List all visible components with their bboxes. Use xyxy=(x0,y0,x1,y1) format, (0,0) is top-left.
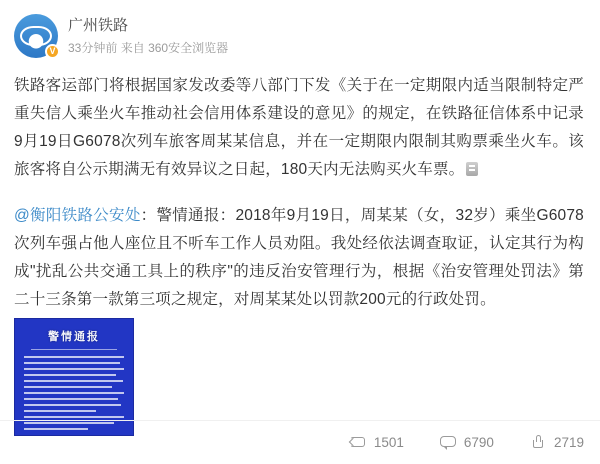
like-icon xyxy=(530,435,547,450)
post-meta xyxy=(68,39,228,57)
repost-button[interactable] xyxy=(350,435,404,450)
author-name[interactable]: 广州铁路 xyxy=(68,17,129,34)
action-bar xyxy=(0,420,600,464)
notice-image[interactable] xyxy=(14,318,134,436)
like-button[interactable] xyxy=(530,435,584,450)
notice-image-divider xyxy=(31,349,117,350)
post-paragraph-2 xyxy=(14,202,584,314)
comment-icon xyxy=(440,435,457,450)
post-source[interactable]: 360安全浏览器 xyxy=(148,41,229,55)
comment-button[interactable] xyxy=(440,435,494,450)
post-paragraph-1 xyxy=(14,72,584,184)
post-paragraph-1-text: 铁路客运部门将根据国家发改委等八部门下发《关于在一定期限内适当限制特定严重失信人乘坐火车推动社会信用体系建设的意见》的规定，在铁路征信体系中记录9月19日G6078次列车旅客周某某信息，并在一定期限内限制其购票乘坐火车。该旅客将自公示期满无有效异议之日起，180天内无法购买火车票。 xyxy=(14,77,584,178)
post-header xyxy=(0,0,600,58)
post-source-prefix: 来自 xyxy=(120,41,145,55)
quote-emoji-icon xyxy=(466,162,478,176)
post-time: 33分钟前 xyxy=(68,41,118,55)
notice-image-title: 警情通报 xyxy=(48,331,100,343)
notice-image-body-text xyxy=(15,356,133,430)
post-paragraph-2-text: @衡阳铁路公安处：警情通报：2018年9月19日，周某某（女，32岁）乘坐G6078次列车强占他人座位且不听车工作人员劝阻。我处经依法调查取证，认定其行为构成"扰乱公共交通工具上的秩序"的违反治安管理行为，根据《治安管理处罚法》第二十三条第一款第三项之规定，对周某某处以罚款200元的行政处罚。 xyxy=(14,207,584,308)
post-image-block xyxy=(0,314,600,436)
repost-count: 1501 xyxy=(373,435,404,450)
comment-count: 6790 xyxy=(463,435,494,450)
verified-badge-icon: V xyxy=(45,44,60,59)
avatar[interactable] xyxy=(14,14,58,58)
like-count: 2719 xyxy=(553,435,584,450)
mention-link[interactable]: @衡阳铁路公安处 xyxy=(14,207,141,224)
header-text xyxy=(68,14,228,57)
post-body xyxy=(0,58,600,314)
retweet-icon xyxy=(350,435,367,450)
